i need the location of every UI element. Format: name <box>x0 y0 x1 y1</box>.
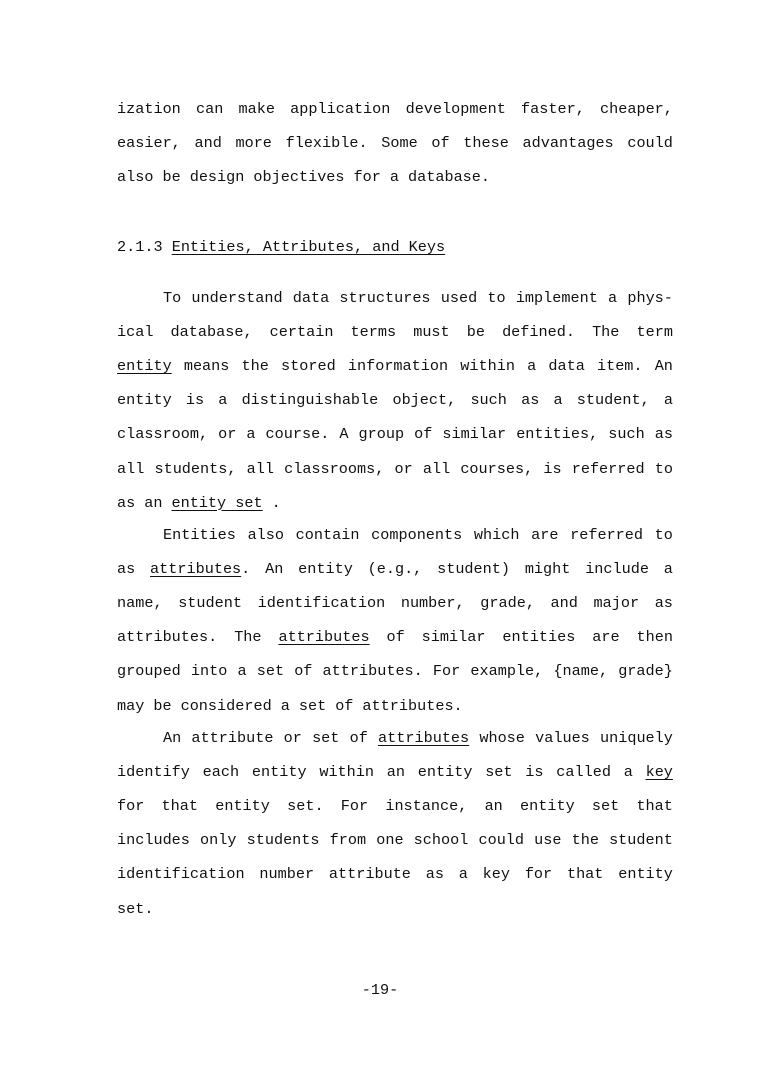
word: attributes. <box>322 662 423 681</box>
word: used <box>440 289 478 307</box>
word-group <box>171 492 280 514</box>
word: and <box>194 134 222 153</box>
word: phys- <box>627 289 673 307</box>
word: that <box>566 865 604 884</box>
word: structures <box>339 289 431 307</box>
word: all <box>422 459 451 478</box>
word: a <box>623 763 633 782</box>
word: then <box>636 628 673 647</box>
word: of <box>335 696 354 715</box>
word: use <box>534 831 562 850</box>
word: classroom, <box>117 425 209 444</box>
word: or <box>394 459 413 478</box>
text-line <box>117 389 673 411</box>
word: are <box>592 628 620 647</box>
word: to <box>654 459 673 478</box>
word: the <box>571 831 599 850</box>
word: flexible. <box>285 134 368 153</box>
underlined-term: attributes <box>278 628 370 647</box>
word: student <box>609 831 673 850</box>
page-number: -19- <box>361 981 399 999</box>
text-line <box>117 98 673 120</box>
text-line <box>117 863 673 885</box>
word: for <box>117 797 145 816</box>
word: referred <box>570 526 644 544</box>
word: classrooms, <box>284 459 385 478</box>
word: faster, <box>521 100 585 118</box>
word: all <box>246 459 274 478</box>
word: considered <box>180 696 272 715</box>
word: referred <box>571 459 645 478</box>
word: attribute <box>191 729 274 747</box>
word: of <box>414 425 433 444</box>
word: set <box>312 729 340 747</box>
word: students <box>246 831 320 850</box>
word: {name, <box>553 662 609 681</box>
word: development <box>405 100 506 118</box>
word: set. <box>287 797 324 816</box>
word: similar <box>442 425 507 444</box>
word: entity <box>520 797 575 816</box>
word: an <box>386 763 405 782</box>
text-line <box>117 355 673 377</box>
text-line <box>117 458 673 480</box>
word: for <box>353 168 381 187</box>
text-line <box>117 761 673 783</box>
word: also <box>247 526 285 544</box>
word: is <box>185 391 205 410</box>
word: an <box>484 797 503 816</box>
word: set <box>298 696 327 715</box>
word: data <box>292 289 330 307</box>
word: entity <box>618 865 673 884</box>
word: key <box>482 865 511 884</box>
underlined-term: entity <box>117 357 172 376</box>
word: for <box>524 865 553 884</box>
word: design <box>189 168 245 187</box>
word: Some <box>381 134 418 153</box>
word: entities <box>502 628 576 647</box>
underlined-term: attributes <box>150 560 242 579</box>
text-line <box>117 660 673 682</box>
word: cheaper, <box>600 100 673 118</box>
word: set <box>591 797 620 816</box>
word: as <box>117 560 136 579</box>
word: student <box>178 594 242 613</box>
word: major <box>593 594 640 613</box>
section-heading <box>117 236 445 258</box>
text-line <box>117 626 673 648</box>
word: of <box>386 628 405 647</box>
word: can <box>195 100 224 118</box>
word: course. <box>265 425 330 444</box>
word: number <box>259 865 315 884</box>
word: A <box>339 425 349 444</box>
word: set <box>485 763 513 782</box>
word: set <box>256 662 285 681</box>
word: a <box>237 662 247 681</box>
word: ical <box>117 323 154 342</box>
text-line <box>163 287 673 309</box>
word: each <box>202 763 240 782</box>
word: entity <box>298 560 353 579</box>
word: to <box>487 289 506 307</box>
word: An <box>163 729 182 747</box>
text-line <box>117 321 673 343</box>
word: or <box>283 729 302 747</box>
word: grade, <box>480 594 535 613</box>
word: also <box>117 168 154 187</box>
word: may <box>117 696 145 715</box>
word: make <box>238 100 275 118</box>
word: data <box>548 357 585 376</box>
word: attributes. <box>117 628 218 647</box>
word: values <box>535 729 590 747</box>
word: whose <box>479 729 525 747</box>
word: a <box>389 168 399 187</box>
word: a <box>280 696 290 715</box>
word: more <box>235 134 272 153</box>
word: contain <box>295 526 360 544</box>
word: certain <box>269 323 334 342</box>
word: as <box>117 493 136 512</box>
word: only <box>200 831 237 850</box>
word: the <box>241 357 269 376</box>
word: number, <box>400 594 465 613</box>
word: similar <box>421 628 486 647</box>
word: must <box>413 323 450 342</box>
word-group <box>150 558 250 580</box>
word: information <box>347 357 449 376</box>
word: database, <box>170 323 253 342</box>
word: advantages <box>522 134 614 153</box>
word: terms <box>350 323 397 342</box>
word: which <box>473 526 520 544</box>
text-line <box>117 423 673 445</box>
word: An <box>265 560 284 579</box>
word: name, <box>117 594 163 613</box>
word: to <box>654 526 673 544</box>
word: as <box>654 594 673 613</box>
word: students, <box>154 459 237 478</box>
word: understand <box>191 289 283 307</box>
word: such <box>608 425 645 444</box>
word: are <box>531 526 559 544</box>
text-line <box>117 558 673 580</box>
word: uniquely <box>599 729 673 747</box>
word: means <box>183 357 230 376</box>
word: of <box>431 134 450 153</box>
word: is <box>543 459 562 478</box>
word: To <box>163 289 182 307</box>
word: (e.g., <box>367 560 423 579</box>
word: The <box>234 628 262 647</box>
word: within <box>319 763 375 782</box>
word: identify <box>117 763 190 782</box>
word: components <box>371 526 463 544</box>
word: a <box>527 357 537 376</box>
word: grade} <box>618 662 673 681</box>
text-line <box>117 492 673 514</box>
word: Entities <box>163 526 236 544</box>
word: an <box>144 493 163 512</box>
word: grouped <box>117 662 181 681</box>
word: set. <box>117 899 154 918</box>
word: as <box>521 391 540 410</box>
word: objectives <box>253 168 345 187</box>
word: item. <box>596 357 643 376</box>
word: database. <box>408 168 491 187</box>
word: object, <box>392 391 457 410</box>
word: entity <box>117 391 172 410</box>
underlined-term: attributes <box>378 729 470 747</box>
word: For <box>432 662 461 681</box>
word: these <box>463 134 509 153</box>
word: instance, <box>385 797 468 816</box>
word: easier, <box>117 134 181 153</box>
word: attribute <box>328 865 411 884</box>
word: or <box>218 425 237 444</box>
word: and <box>550 594 578 613</box>
word: be <box>153 696 172 715</box>
section-number: 2.1.3 <box>117 238 163 256</box>
underlined-term: key <box>645 763 673 782</box>
text-line <box>117 166 673 188</box>
word: application <box>290 100 391 118</box>
section-title: Entities, Attributes, and Keys <box>171 238 446 256</box>
word: entity <box>417 763 473 782</box>
word: called <box>556 763 611 782</box>
word: as <box>425 865 444 884</box>
word: school <box>413 831 469 850</box>
word: that <box>636 797 673 816</box>
word: term <box>636 323 673 342</box>
word: a <box>608 289 618 307</box>
word: a <box>663 560 673 579</box>
word: one <box>376 831 404 850</box>
word: entity <box>251 763 307 782</box>
word: a <box>553 391 563 410</box>
word: distinguishable <box>241 391 379 410</box>
word: a <box>246 425 256 444</box>
word: example, <box>470 662 544 681</box>
word: into <box>190 662 228 681</box>
word: could <box>627 134 673 153</box>
word: include <box>585 560 649 579</box>
word: implement <box>515 289 598 307</box>
word: group <box>358 425 405 444</box>
word: ization <box>117 100 181 118</box>
word: is <box>525 763 544 782</box>
text-line <box>117 132 673 154</box>
punctuation: . <box>271 493 281 512</box>
word: identification <box>257 594 386 613</box>
word: entities, <box>516 425 599 444</box>
word: student, <box>576 391 650 410</box>
word: a <box>458 865 468 884</box>
punctuation: . <box>241 560 251 579</box>
word: An <box>654 357 673 376</box>
word: such <box>470 391 507 410</box>
word: within <box>460 357 515 376</box>
word: might <box>524 560 571 579</box>
text-line <box>117 829 673 851</box>
word: a <box>218 391 228 410</box>
word: be <box>466 323 485 342</box>
text-line <box>163 524 673 546</box>
text-line <box>117 795 673 817</box>
word: be <box>162 168 181 187</box>
word: all <box>117 459 145 478</box>
word: For <box>340 797 369 816</box>
word: defined. <box>502 323 575 342</box>
word: includes <box>117 831 190 850</box>
word: from <box>329 831 367 850</box>
word: identification <box>117 865 245 884</box>
word: a <box>663 391 673 410</box>
word: stored <box>281 357 336 376</box>
word: student) <box>437 560 511 579</box>
text-line <box>117 695 673 717</box>
word: that <box>161 797 199 816</box>
text-line <box>117 592 673 614</box>
word: The <box>592 323 620 342</box>
word: of <box>294 662 313 681</box>
word: entity <box>215 797 270 816</box>
text-line <box>163 727 673 749</box>
word: could <box>478 831 525 850</box>
word: as <box>654 425 673 444</box>
word: attributes. <box>362 696 463 715</box>
text-line <box>117 898 673 920</box>
word: of <box>349 729 368 747</box>
underlined-term: entity set <box>171 493 263 512</box>
word: courses, <box>460 459 534 478</box>
